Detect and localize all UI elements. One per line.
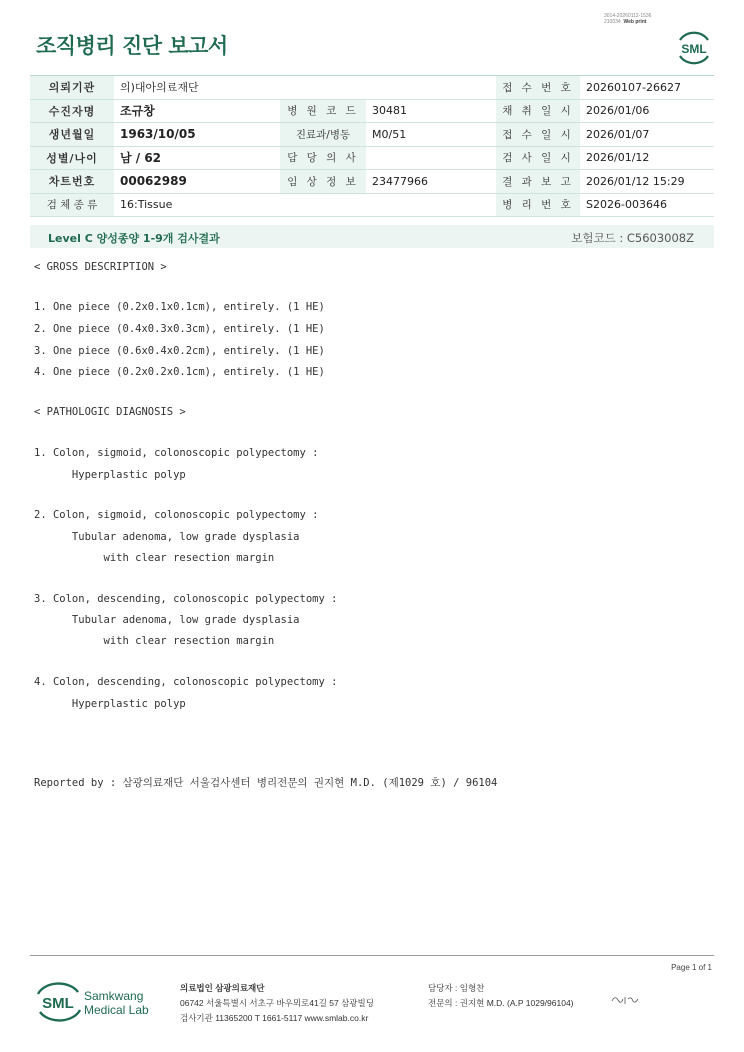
value-physician bbox=[366, 146, 496, 170]
diagnosis-3-margin: with clear resection margin bbox=[34, 635, 275, 647]
signature-icon bbox=[610, 993, 640, 1007]
diagnosis-1-result: Hyperplastic polyp bbox=[34, 469, 186, 481]
diagnosis-1-site: 1. Colon, sigmoid, colonoscopic polypectomy : bbox=[34, 447, 319, 459]
footer-manager bbox=[428, 982, 484, 994]
manager-name: 임형찬 bbox=[459, 983, 485, 993]
reported-by: Reported by : 삼광의료재단 서울검사센터 병리전문의 권지현 M.D. (제1029 호) / 96104 bbox=[34, 777, 498, 789]
footer-org-name: 의료법인 삼광의료재단 bbox=[180, 983, 265, 993]
label-pathology-no: 병 리 번 호 bbox=[496, 193, 580, 217]
value-clinical-info: 23477966 bbox=[366, 170, 496, 194]
value-chart-no: 00062989 bbox=[114, 170, 280, 194]
samkwang-logo-icon bbox=[36, 978, 156, 1028]
pathologic-diagnosis-heading: < PATHOLOGIC DIAGNOSIS > bbox=[34, 406, 186, 418]
level-title: Level C 양성종양 1-9개 검사결과 bbox=[48, 232, 220, 245]
diagnosis-3-result: Tubular adenoma, low grade dysplasia bbox=[34, 614, 300, 626]
label-test-date: 검 사 일 시 bbox=[496, 146, 580, 170]
brand-name-line2: Medical Lab bbox=[84, 1003, 149, 1017]
label-birthdate: 생년월일 bbox=[30, 123, 114, 147]
footer-specialist bbox=[428, 997, 574, 1009]
label-requester: 의뢰기관 bbox=[30, 76, 114, 100]
table-row bbox=[30, 76, 714, 100]
print-id-line2 bbox=[604, 19, 651, 25]
value-received-date: 2026/01/07 bbox=[580, 123, 714, 147]
diagnosis-2-margin: with clear resection margin bbox=[34, 552, 275, 564]
value-patient-name: 조규창 bbox=[114, 99, 280, 123]
table-row bbox=[30, 99, 714, 123]
brand-name-line1: Samkwang bbox=[84, 989, 144, 1003]
label-collection-date: 채 취 일 시 bbox=[496, 99, 580, 123]
label-hospital-code: 병 원 코 드 bbox=[280, 99, 366, 123]
gross-line-1: 1. One piece (0.2x0.1x0.1cm), entirely. (1 HE) bbox=[34, 301, 325, 313]
diagnosis-3-site: 3. Colon, descending, colonoscopic polypectomy : bbox=[34, 593, 338, 605]
footer-address: 06742 서울특별시 서초구 바우뫼로41길 57 삼광빌딩 bbox=[180, 998, 374, 1008]
footer-contact: 검사기관 11365200 T 1661-5117 www.smlab.co.kr bbox=[180, 1013, 369, 1023]
manager-label: 담당자 : bbox=[428, 983, 458, 993]
diagnosis-4-site: 4. Colon, descending, colonoscopic polypectomy : bbox=[34, 676, 338, 688]
value-result-report: 2026/01/12 15:29 bbox=[580, 170, 714, 194]
specialist-label: 전문의 : bbox=[428, 998, 458, 1008]
label-department: 진료과/병동 bbox=[280, 123, 366, 147]
label-accession-no: 접 수 번 호 bbox=[496, 76, 580, 100]
print-id-code: 210034 bbox=[604, 19, 621, 25]
value-accession-no: 20260107-26627 bbox=[580, 76, 714, 100]
label-sex-age: 성별/나이 bbox=[30, 146, 114, 170]
value-department: M0/51 bbox=[366, 123, 496, 147]
diagnosis-2-site: 2. Colon, sigmoid, colonoscopic polypectomy : bbox=[34, 509, 319, 521]
label-physician: 담 당 의 사 bbox=[280, 146, 366, 170]
gross-line-4: 4. One piece (0.2x0.2x0.1cm), entirely. (1 HE) bbox=[34, 366, 325, 378]
web-print-label: Web print bbox=[623, 19, 647, 25]
value-test-date: 2026/01/12 bbox=[580, 146, 714, 170]
table-row bbox=[30, 170, 714, 194]
level-bar bbox=[30, 225, 714, 248]
gross-line-3: 3. One piece (0.6x0.4x0.2cm), entirely. (1 HE) bbox=[34, 345, 325, 357]
logo-text: SML bbox=[681, 42, 707, 56]
value-birthdate: 1963/10/05 bbox=[114, 123, 280, 147]
gross-line-2: 2. One piece (0.4x0.3x0.3cm), entirely. (1 HE) bbox=[34, 323, 325, 335]
label-clinical-info: 임 상 정 보 bbox=[280, 170, 366, 194]
value-pathology-no: S2026-003646 bbox=[580, 193, 714, 217]
footer-divider bbox=[30, 955, 714, 956]
value-hospital-code: 30481 bbox=[366, 99, 496, 123]
gross-description-heading: < GROSS DESCRIPTION > bbox=[34, 261, 167, 273]
diagnosis-2-result: Tubular adenoma, low grade dysplasia bbox=[34, 531, 300, 543]
value-specimen-type: 16:Tissue bbox=[114, 193, 496, 217]
label-received-date: 접 수 일 시 bbox=[496, 123, 580, 147]
print-id bbox=[604, 13, 651, 25]
insurance-code: 보험코드 : C5603008Z bbox=[571, 231, 694, 245]
label-chart-no: 차트번호 bbox=[30, 170, 114, 194]
label-result-report: 결 과 보 고 bbox=[496, 170, 580, 194]
page-title: 조직병리 진단 보고서 bbox=[36, 34, 228, 58]
label-patient-name: 수진자명 bbox=[30, 99, 114, 123]
label-specimen-type: 검 체 종 류 bbox=[30, 193, 114, 217]
value-collection-date: 2026/01/06 bbox=[580, 99, 714, 123]
page-number: Page 1 of 1 bbox=[671, 963, 712, 972]
patient-info-table bbox=[30, 75, 714, 217]
sml-logo-icon bbox=[674, 26, 714, 66]
value-requester: 의)대아의료재단 bbox=[114, 76, 496, 100]
value-sex-age: 남 / 62 bbox=[114, 146, 280, 170]
table-row bbox=[30, 123, 714, 147]
table-row bbox=[30, 146, 714, 170]
logo-text: SML bbox=[42, 995, 74, 1012]
diagnosis-4-result: Hyperplastic polyp bbox=[34, 698, 186, 710]
specialist-name: 권지현 M.D. (A.P 1029/96104) bbox=[459, 998, 574, 1008]
print-id-line1: 3014-20260112-1536 bbox=[604, 13, 652, 19]
table-row bbox=[30, 193, 714, 217]
